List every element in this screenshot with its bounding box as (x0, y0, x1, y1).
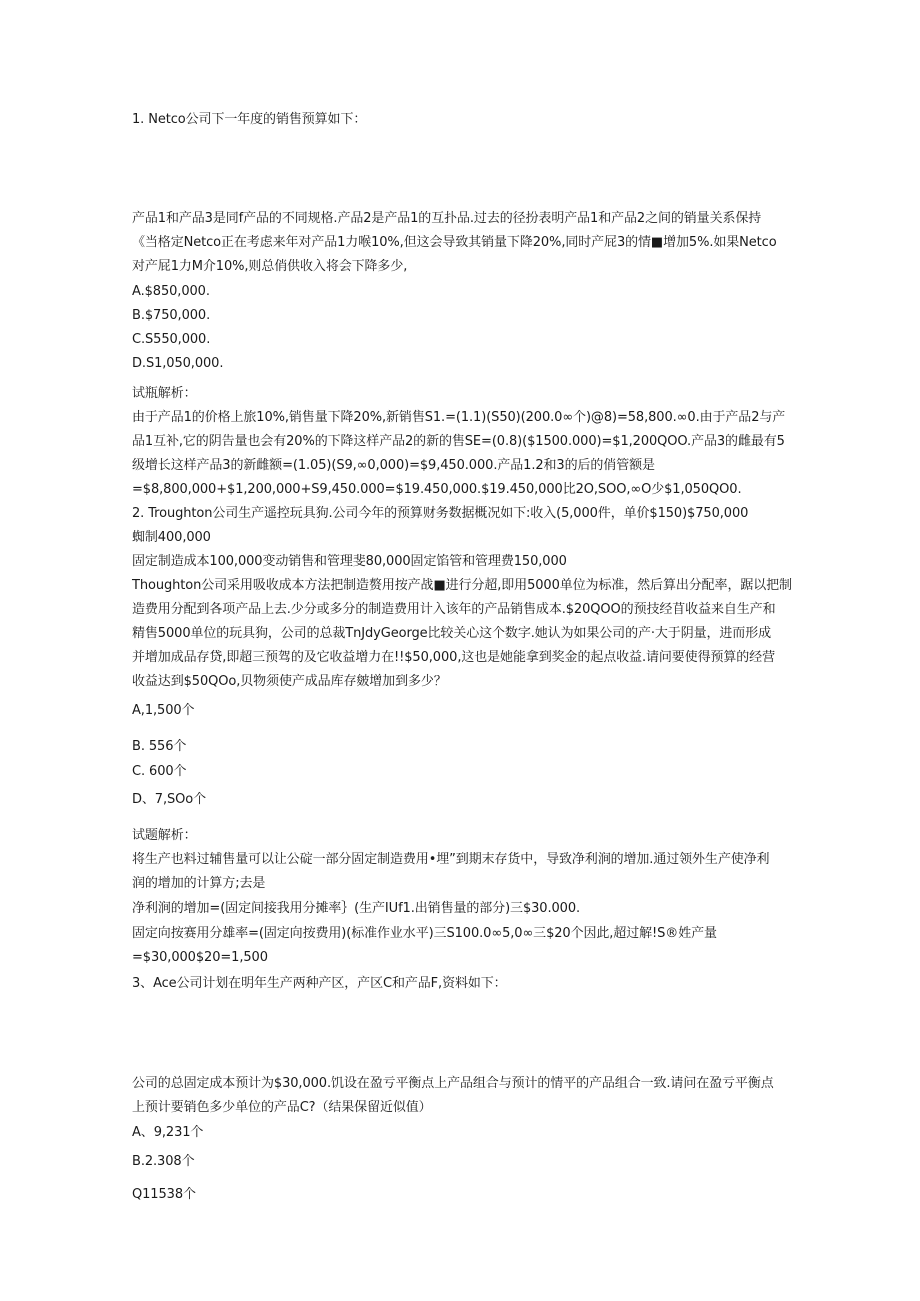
q3-option-c: Q11538个 (132, 1187, 196, 1202)
q2-option-a: A,1,500个 (132, 703, 195, 718)
q1-stem-line-3: 对产屁1力M介10%,则总俏供收入将会下降多少, (132, 259, 408, 274)
q2-stem-line-7: 收益达到$50QOo,贝物须使产成品库存皴增加到多少？ (132, 674, 447, 689)
q2-stem-line-3: Thoughton公司采用吸收成本方法把制造赘用按产战■进行分超,即用5000单位为标准，然后算出分配率，踞以把制 (132, 578, 792, 593)
q2-stem-line-5: 精售5000单位的玩具狗，公司的总裁TnJdyGeorge比较关心这个数字.她认为如果公司的产·大于阴量，进而形成 (132, 626, 772, 641)
q3-title: 3、Ace公司计划在明年生产两种产区，产区C和产品F,资料如下： (132, 976, 507, 991)
q1-analysis-line-4: =$8,800,000+$1,200,000+S9,450.000=$19.450,000.$19.450,000比2O,SOO,∞O少$1,050QO0. (132, 482, 742, 497)
q2-stem-line-4: 造费用分配到各项产品上去.少分或多分的制造费用计入该年的产品销售成本.$20QOO的预技经苜收益来自生产和 (132, 602, 776, 617)
q2-option-d: D、7,SOo个 (132, 792, 207, 807)
q2-stem-line-2: 固定制造成本100,000变动销售和管理斐80,000固定馅管和管理费150,000 (132, 554, 567, 569)
q1-analysis-line-1: 由于产品1的价格上旅10%,销售量下降20%,新销售S1.=(1.1)(S50)(200.0∞个)@8)=58,800.∞0.由于产品2与产 (132, 410, 786, 425)
q2-option-c: C. 600个 (132, 764, 187, 779)
q2-analysis-line-4: 固定向按赛用分雄率=(固定向按费用)(标准作业水平)三S100.0∞5,0∞三$20个因此,超过解!S®姓产量 (132, 926, 717, 941)
q1-option-d: D.S1,050,000. (132, 356, 224, 371)
q2-analysis-line-3: 净利涧的增加=(固定间接我用分摊率｝(生产IUf1.出销售量的部分)三$30.000. (132, 901, 581, 916)
q3-option-a: A、9,231个 (132, 1125, 204, 1140)
q1-analysis-title: 试瓶解析： (132, 386, 197, 401)
q2-option-b: B. 556个 (132, 739, 187, 754)
q1-analysis-line-2: 品1互补,它的阴告量也会有20%的下降这样产品2的新的售SE=(0.8)($1500.000)=$1,200QOO.产品3的雌最有5 (132, 434, 785, 449)
q1-analysis-line-3: 级增长这样产品3的新雌额=(1.05)(S9,∞0,000)=$9,450.000.产品1.2和3的后的俏管额是 (132, 458, 655, 473)
q2-analysis-line-2: 润的增加的计算方;去是 (132, 876, 266, 891)
q2-stem-line-1: 蜘制400,000 (132, 530, 211, 545)
q1-option-b: B.$750,000. (132, 308, 211, 323)
q3-option-b: B.2.308个 (132, 1154, 195, 1169)
q2-stem-line-6: 并增加成品存贷,即超三预驾的及它收益增力在!!$50,000,这也是她能拿到奖金的起点收益.请问要使得预算的经营 (132, 650, 775, 665)
q3-stem-line-1: 公司的总固定成本预计为$30,000.饥设在盈亏平衡点上产品组合与预计的情平的产品组合一致.请问在盈亏平衡点 (132, 1076, 774, 1091)
q1-option-c: C.S550,000. (132, 332, 211, 347)
q2-analysis-line-5: =$30,000$20=1,500 (132, 950, 268, 965)
q2-analysis-title: 试题解析： (132, 828, 197, 843)
q2-analysis-line-1: 将生产也料过辅售量可以让公碇一部分固定制造费用•埋”到期末存货中，导致净利涧的增加.通过领外生产使净利 (132, 852, 770, 867)
q1-title: 1. Netco公司下一年度的销售预算如下： (132, 112, 367, 127)
q1-option-a: A.$850,000. (132, 284, 210, 299)
q1-stem-line-1: 产品1和产品3是同f产品的不同规格.产品2是产品1的互扑品.过去的径扮表明产品1和产品2之间的销量关系保持 (132, 211, 762, 226)
q2-title: 2. Troughton公司生产遥控玩具狗.公司今年的预算财务数据概况如下:收入(5,000件，单价$150)$750,000 (132, 506, 749, 521)
q3-stem-line-2: 上预计要销色多少单位的产品C?（结果保留近似值） (132, 1100, 432, 1115)
q1-stem-line-2: 《当格定Netco正在考虑来年对产品1力喉10%,但这会导致其销量下降20%,同时产屁3的情■增加5%.如果Netco (132, 235, 777, 250)
